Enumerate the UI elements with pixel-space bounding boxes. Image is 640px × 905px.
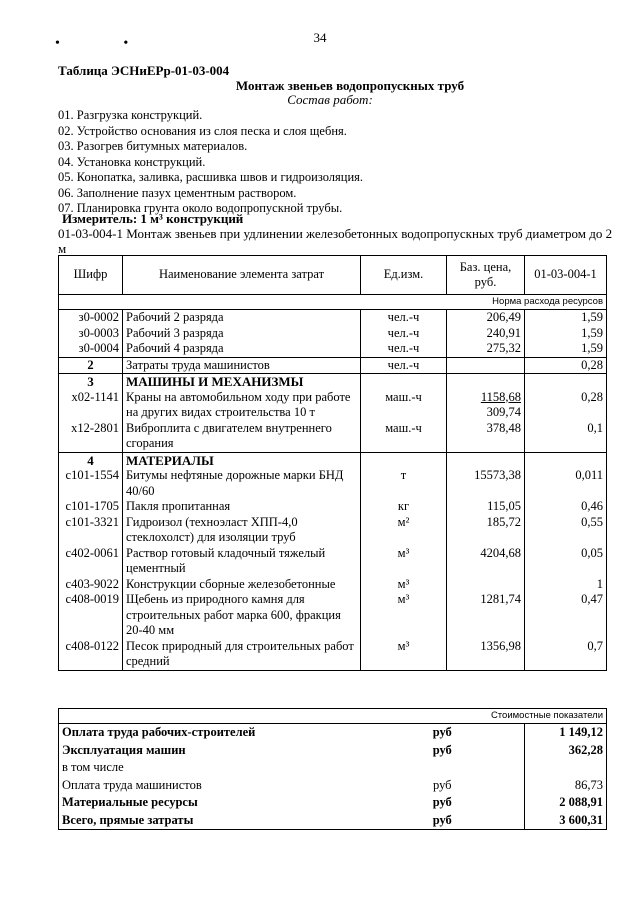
table-row — [59, 515, 607, 546]
col-unit-header: Ед.изм. — [361, 256, 447, 295]
row-code: с408-0122 — [59, 639, 123, 671]
summary-unit: руб — [361, 777, 525, 795]
machinists-row — [59, 357, 607, 374]
price-value: 1158,68 — [480, 389, 521, 404]
summary-name: Оплата труда рабочих-строителей — [59, 724, 361, 742]
row-unit: чел.-ч — [361, 326, 447, 342]
row-price: 206,49 — [447, 310, 525, 326]
row-unit: м³ — [361, 577, 447, 593]
col-norm-header: 01-03-004-1 — [525, 256, 607, 295]
row-price: 378,48 — [447, 421, 525, 453]
row-price: 185,72 — [447, 515, 525, 546]
row-unit: кг — [361, 499, 447, 515]
row-name: Рабочий 4 разряда — [123, 341, 361, 357]
table-row — [59, 326, 607, 342]
work-item: 02. Устройство основания из слоя песка и слоя щебня. — [58, 123, 347, 138]
row-code: х12-2801 — [59, 421, 123, 453]
row-name: Краны на автомобильном ходу при работе на других видах строительства 10 т — [123, 390, 361, 421]
row-name: Рабочий 3 разряда — [123, 326, 361, 342]
row-name: Раствор готовый кладочный тяжелый цементный — [123, 546, 361, 577]
table-row — [59, 468, 607, 499]
row-name: Пакля пропитанная — [123, 499, 361, 515]
row-code: с402-0061 — [59, 546, 123, 577]
row-code: с101-3321 — [59, 515, 123, 546]
summary-value — [525, 759, 607, 777]
row-code: с403-9022 — [59, 577, 123, 593]
resources-table — [58, 255, 607, 671]
row-name: Рабочий 2 разряда — [123, 310, 361, 326]
row-name: Виброплита с двигателем внутреннего сгорания — [123, 421, 361, 453]
row-price: 240,91 — [447, 326, 525, 342]
norm-label: Норма расхода ресурсов — [59, 295, 607, 310]
row-price: 15573,38 — [447, 468, 525, 499]
table-header-row — [59, 256, 607, 295]
row-code: 2 — [59, 357, 123, 374]
row-norm: 0,46 — [525, 499, 607, 515]
table-row — [59, 577, 607, 593]
row-unit: чел.-ч — [361, 341, 447, 357]
col-price-header: Баз. цена, руб. — [447, 256, 525, 295]
col-name-header: Наименование элемента затрат — [123, 256, 361, 295]
row-price: 1356,98 — [447, 639, 525, 671]
row-name: Затраты труда машинистов — [123, 357, 361, 374]
row-norm: 0,1 — [525, 421, 607, 453]
summary-row — [59, 759, 607, 777]
summary-value: 362,28 — [525, 742, 607, 760]
row-norm: 0,55 — [525, 515, 607, 546]
row-price — [447, 390, 525, 421]
row-name: Гидроизол (техноэласт ХПП-4,0 стеклохолст) для изоляции труб — [123, 515, 361, 546]
row-code: х02-1141 — [59, 390, 123, 421]
measure-unit: Измеритель: 1 м³ конструкций — [62, 211, 244, 226]
table-row — [59, 639, 607, 671]
work-item: 06. Заполнение пазух цементным раствором. — [58, 185, 297, 200]
table-title: Таблица ЭСНиЕРр-01-03-004 — [58, 63, 230, 78]
row-norm: 0,011 — [525, 468, 607, 499]
work-item: 07. Планировка грунта около водопропускной трубы. — [58, 201, 343, 215]
summary-unit: руб — [361, 742, 525, 760]
summary-unit: руб — [361, 794, 525, 812]
row-price: 4204,68 — [447, 546, 525, 577]
row-code: с101-1554 — [59, 468, 123, 499]
row-unit: маш.-ч — [361, 390, 447, 421]
cost-label-row — [59, 709, 607, 724]
works-list — [58, 108, 363, 217]
row-unit: т — [361, 468, 447, 499]
section-title: МАТЕРИАЛЫ — [123, 452, 361, 468]
row-price: 1281,74 — [447, 592, 525, 639]
row-price: 115,05 — [447, 499, 525, 515]
row-norm: 1 — [525, 577, 607, 593]
summary-name: Материальные ресурсы — [59, 794, 361, 812]
row-name: Песок природный для строительных работ средний — [123, 639, 361, 671]
section-title: МАШИНЫ И МЕХАНИЗМЫ — [123, 374, 361, 390]
work-item: 05. Конопатка, заливка, расшивка швов и гидроизоляция. — [58, 170, 364, 184]
summary-value: 3 600,31 — [525, 812, 607, 830]
row-code: с101-1705 — [59, 499, 123, 515]
section-code: 3 — [59, 374, 123, 390]
section-code: 4 — [59, 452, 123, 468]
row-unit: м² — [361, 515, 447, 546]
row-norm: 1,59 — [525, 341, 607, 357]
cost-label: Стоимостные показатели — [59, 709, 607, 724]
summary-name: Эксплуатация машин — [59, 742, 361, 760]
table-row — [59, 546, 607, 577]
summary-row — [59, 724, 607, 742]
row-code: з0-0002 — [59, 310, 123, 326]
summary-name: Всего, прямые затраты — [59, 812, 361, 830]
table-row — [59, 592, 607, 639]
row-norm: 0,05 — [525, 546, 607, 577]
row-price — [447, 577, 525, 593]
work-item: 04. Установка конструкций. — [58, 154, 206, 169]
item-subtitle: 01-03-004-1 Монтаж звеньев при удлинении железобетонных водопропускных труб диаметром до 2 м — [58, 226, 613, 256]
summary-value: 86,73 — [525, 777, 607, 795]
table-row — [59, 499, 607, 515]
row-code: з0-0003 — [59, 326, 123, 342]
row-norm: 1,59 — [525, 326, 607, 342]
page-number: 34 — [313, 30, 327, 45]
summary-row — [59, 812, 607, 830]
heading: Монтаж звеньев водопропускных труб — [235, 78, 465, 93]
summary-row — [59, 742, 607, 760]
composition-title: Состав работ: — [287, 92, 373, 107]
row-unit: чел.-ч — [361, 357, 447, 374]
summary-unit: руб — [361, 724, 525, 742]
row-norm: 0,7 — [525, 639, 607, 671]
row-norm: 0,28 — [525, 357, 607, 374]
row-unit: м³ — [361, 592, 447, 639]
row-name: Битумы нефтяные дорожные марки БНД 40/60 — [123, 468, 361, 499]
summary-row — [59, 777, 607, 795]
row-code: с408-0019 — [59, 592, 123, 639]
price-value-2: 309,74 — [486, 405, 521, 419]
row-norm: 1,59 — [525, 310, 607, 326]
table-row — [59, 341, 607, 357]
work-item: 03. Разогрев битумных материалов. — [58, 139, 248, 153]
row-unit: маш.-ч — [361, 421, 447, 453]
row-unit: м³ — [361, 546, 447, 577]
summary-value: 1 149,12 — [525, 724, 607, 742]
row-name: Щебень из природного камня для строительных работ марка 600, фракция 20-40 мм — [123, 592, 361, 639]
table-row — [59, 310, 607, 326]
summary-name: в том числе — [59, 759, 361, 777]
summary-name: Оплата труда машинистов — [59, 777, 361, 795]
row-price: 275,32 — [447, 341, 525, 357]
summary-value: 2 088,91 — [525, 794, 607, 812]
table-row — [59, 421, 607, 453]
section-row-machines — [59, 374, 607, 390]
summary-row — [59, 794, 607, 812]
work-item: 01. Разгрузка конструкций. — [58, 108, 203, 122]
scan-dots: • • — [55, 36, 159, 51]
row-norm: 0,28 — [525, 390, 607, 421]
row-norm: 0,47 — [525, 592, 607, 639]
summary-unit: руб — [361, 812, 525, 830]
row-code: з0-0004 — [59, 341, 123, 357]
row-unit: чел.-ч — [361, 310, 447, 326]
row-name: Конструкции сборные железобетонные — [123, 577, 361, 593]
section-row-materials — [59, 452, 607, 468]
norm-label-row — [59, 295, 607, 310]
summary-unit — [361, 759, 525, 777]
col-code-header: Шифр — [59, 256, 123, 295]
table-row — [59, 390, 607, 421]
row-unit: м³ — [361, 639, 447, 671]
cost-summary-table — [58, 708, 607, 830]
